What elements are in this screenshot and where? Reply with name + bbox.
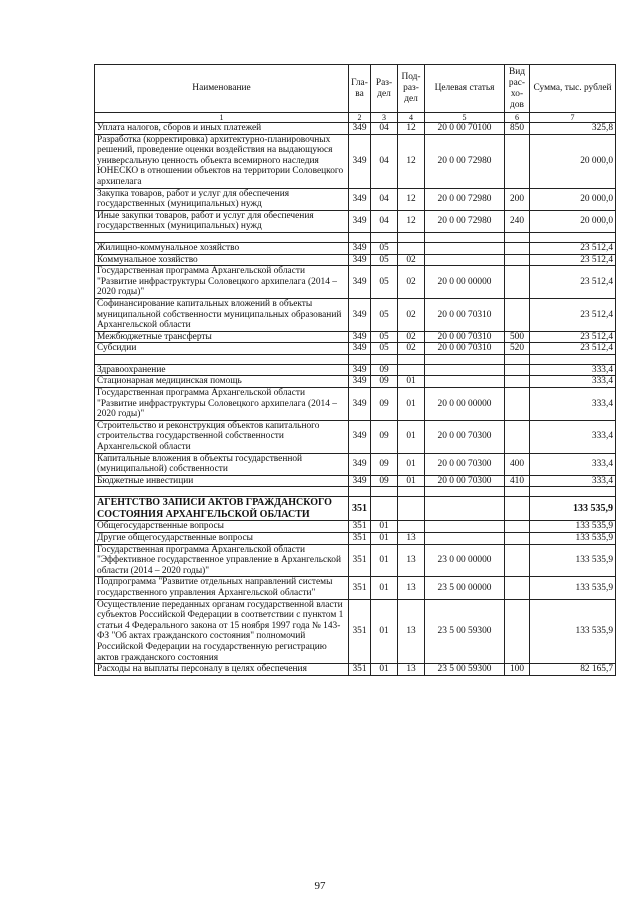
row-razdel: 05 bbox=[371, 343, 398, 355]
row-razdel: 04 bbox=[371, 134, 398, 188]
row-glava: 349 bbox=[349, 420, 371, 453]
table-row bbox=[95, 544, 616, 577]
table-row bbox=[95, 420, 616, 453]
row-razdel: 09 bbox=[371, 420, 398, 453]
row-name: Подпрограмма "Развитие отдельных направлений системы государственного управления Архангельской области" bbox=[95, 577, 349, 599]
row-podrazdel bbox=[398, 242, 425, 254]
spacer-cell bbox=[530, 354, 616, 364]
spacer-cell bbox=[425, 232, 505, 242]
row-vid bbox=[505, 266, 530, 299]
row-glava: 351 bbox=[349, 544, 371, 577]
row-razdel bbox=[371, 497, 398, 521]
row-glava: 349 bbox=[349, 188, 371, 210]
row-razdel: 05 bbox=[371, 254, 398, 266]
row-name: Расходы на выплаты персоналу в целях обеспечения bbox=[95, 664, 349, 676]
row-summa: 333,4 bbox=[530, 475, 616, 487]
table-row bbox=[95, 343, 616, 355]
row-podrazdel: 02 bbox=[398, 266, 425, 299]
row-razdel: 04 bbox=[371, 210, 398, 232]
budget-table-sheet bbox=[94, 64, 615, 676]
row-glava: 349 bbox=[349, 134, 371, 188]
row-name: Бюджетные инвестиции bbox=[95, 475, 349, 487]
row-razdel: 01 bbox=[371, 664, 398, 676]
row-razdel: 05 bbox=[371, 298, 398, 331]
row-podrazdel: 02 bbox=[398, 254, 425, 266]
row-statya: 23 0 00 00000 bbox=[425, 544, 505, 577]
row-podrazdel: 12 bbox=[398, 123, 425, 135]
table-row bbox=[95, 577, 616, 599]
row-glava: 349 bbox=[349, 254, 371, 266]
row-podrazdel: 01 bbox=[398, 453, 425, 475]
row-statya bbox=[425, 376, 505, 388]
row-name: Здравоохранение bbox=[95, 364, 349, 376]
row-vid bbox=[505, 533, 530, 545]
table-row bbox=[95, 210, 616, 232]
spacer-cell bbox=[425, 487, 505, 497]
row-razdel: 09 bbox=[371, 388, 398, 421]
row-razdel: 01 bbox=[371, 599, 398, 664]
row-summa: 133 535,9 bbox=[530, 521, 616, 533]
row-podrazdel: 12 bbox=[398, 134, 425, 188]
row-statya bbox=[425, 364, 505, 376]
row-name: Софинансирование капитальных вложений в объекты муниципальной собственности муниципальных образований Архангельской области bbox=[95, 298, 349, 331]
table-row bbox=[95, 242, 616, 254]
row-name: Закупка товаров, работ и услуг для обеспечения государственных (муниципальных) нужд bbox=[95, 188, 349, 210]
row-glava: 351 bbox=[349, 497, 371, 521]
row-glava: 351 bbox=[349, 577, 371, 599]
row-summa: 23 512,4 bbox=[530, 266, 616, 299]
spacer-cell bbox=[95, 232, 349, 242]
spacer-cell bbox=[505, 487, 530, 497]
row-statya: 20 0 00 70100 bbox=[425, 123, 505, 135]
row-vid bbox=[505, 376, 530, 388]
table-row bbox=[95, 298, 616, 331]
row-summa: 333,4 bbox=[530, 453, 616, 475]
row-podrazdel: 13 bbox=[398, 664, 425, 676]
row-name: Капитальные вложения в объекты государственной (муниципальной) собственности bbox=[95, 453, 349, 475]
row-vid: 410 bbox=[505, 475, 530, 487]
page-number: 97 bbox=[314, 880, 326, 892]
table-row bbox=[95, 497, 616, 521]
row-vid bbox=[505, 497, 530, 521]
row-name: Строительство и реконструкция объектов капитального строительства государственной собственности Архангельской области bbox=[95, 420, 349, 453]
row-name: Другие общегосударственные вопросы bbox=[95, 533, 349, 545]
row-razdel: 01 bbox=[371, 577, 398, 599]
row-summa: 20 000,0 bbox=[530, 134, 616, 188]
table-header-row bbox=[95, 65, 616, 113]
row-name: Коммунальное хозяйство bbox=[95, 254, 349, 266]
spacer-cell bbox=[398, 487, 425, 497]
row-vid bbox=[505, 298, 530, 331]
row-statya: 20 0 00 72980 bbox=[425, 210, 505, 232]
column-number-row bbox=[95, 113, 616, 123]
row-glava: 349 bbox=[349, 343, 371, 355]
row-podrazdel: 13 bbox=[398, 544, 425, 577]
row-podrazdel: 02 bbox=[398, 343, 425, 355]
row-vid: 520 bbox=[505, 343, 530, 355]
row-podrazdel bbox=[398, 364, 425, 376]
spacer-cell bbox=[95, 487, 349, 497]
row-statya bbox=[425, 497, 505, 521]
row-glava: 349 bbox=[349, 364, 371, 376]
row-glava: 349 bbox=[349, 298, 371, 331]
header-name: Наименование bbox=[95, 65, 349, 113]
row-statya: 20 0 00 72980 bbox=[425, 134, 505, 188]
row-glava: 349 bbox=[349, 242, 371, 254]
row-statya: 23 5 00 00000 bbox=[425, 577, 505, 599]
row-vid: 500 bbox=[505, 331, 530, 343]
row-name: Субсидии bbox=[95, 343, 349, 355]
row-statya: 20 0 00 00000 bbox=[425, 266, 505, 299]
row-statya: 23 5 00 59300 bbox=[425, 664, 505, 676]
row-podrazdel: 01 bbox=[398, 475, 425, 487]
row-razdel: 04 bbox=[371, 123, 398, 135]
spacer-cell bbox=[505, 354, 530, 364]
spacer-cell bbox=[371, 232, 398, 242]
spacer-cell bbox=[505, 232, 530, 242]
row-glava: 351 bbox=[349, 533, 371, 545]
row-podrazdel bbox=[398, 521, 425, 533]
spacer-cell bbox=[398, 232, 425, 242]
row-summa: 23 512,4 bbox=[530, 298, 616, 331]
header-statya: Целевая статья bbox=[425, 65, 505, 113]
row-summa: 133 535,9 bbox=[530, 533, 616, 545]
spacer-cell bbox=[530, 487, 616, 497]
row-summa: 23 512,4 bbox=[530, 254, 616, 266]
row-summa: 82 165,7 bbox=[530, 664, 616, 676]
row-vid: 240 bbox=[505, 210, 530, 232]
row-glava: 351 bbox=[349, 599, 371, 664]
row-name: Иные закупки товаров, работ и услуг для обеспечения государственных (муниципальных) нужд bbox=[95, 210, 349, 232]
row-razdel: 09 bbox=[371, 364, 398, 376]
header-razdel: Раз-дел bbox=[371, 65, 398, 113]
row-summa: 23 512,4 bbox=[530, 331, 616, 343]
column-number: 6 bbox=[505, 113, 530, 123]
row-podrazdel: 13 bbox=[398, 577, 425, 599]
table-row bbox=[95, 475, 616, 487]
header-glava: Гла-ва bbox=[349, 65, 371, 113]
table-row bbox=[95, 453, 616, 475]
table-row bbox=[95, 188, 616, 210]
spacer-cell bbox=[349, 354, 371, 364]
table-row bbox=[95, 331, 616, 343]
row-glava: 349 bbox=[349, 331, 371, 343]
table-row bbox=[95, 388, 616, 421]
row-vid bbox=[505, 544, 530, 577]
row-summa: 133 535,9 bbox=[530, 544, 616, 577]
row-glava: 351 bbox=[349, 664, 371, 676]
row-razdel: 09 bbox=[371, 475, 398, 487]
row-name: АГЕНТСТВО ЗАПИСИ АКТОВ ГРАЖДАНСКОГО СОСТОЯНИЯ АРХАНГЕЛЬСКОЙ ОБЛАСТИ bbox=[95, 497, 349, 521]
row-name: Государственная программа Архангельской области "Развитие инфраструктуры Соловецкого архипелага (2014 – 2020 годы)" bbox=[95, 266, 349, 299]
spacer-cell bbox=[398, 354, 425, 364]
row-razdel: 05 bbox=[371, 266, 398, 299]
row-statya: 20 0 00 72980 bbox=[425, 188, 505, 210]
row-vid: 400 bbox=[505, 453, 530, 475]
row-glava: 349 bbox=[349, 266, 371, 299]
row-name: Стационарная медицинская помощь bbox=[95, 376, 349, 388]
row-vid bbox=[505, 364, 530, 376]
row-glava: 349 bbox=[349, 475, 371, 487]
table-spacer-row bbox=[95, 354, 616, 364]
spacer-cell bbox=[530, 232, 616, 242]
row-summa: 133 535,9 bbox=[530, 599, 616, 664]
column-number: 3 bbox=[371, 113, 398, 123]
row-vid bbox=[505, 577, 530, 599]
row-razdel: 04 bbox=[371, 188, 398, 210]
row-summa: 20 000,0 bbox=[530, 188, 616, 210]
row-vid bbox=[505, 134, 530, 188]
row-vid: 850 bbox=[505, 123, 530, 135]
row-glava: 349 bbox=[349, 376, 371, 388]
row-vid: 200 bbox=[505, 188, 530, 210]
row-razdel: 01 bbox=[371, 521, 398, 533]
row-statya: 20 0 00 70310 bbox=[425, 331, 505, 343]
row-vid bbox=[505, 420, 530, 453]
row-statya bbox=[425, 254, 505, 266]
row-vid: 100 bbox=[505, 664, 530, 676]
spacer-cell bbox=[95, 354, 349, 364]
row-summa: 133 535,9 bbox=[530, 577, 616, 599]
table-row bbox=[95, 376, 616, 388]
row-name: Разработка (корректировка) архитектурно-планировочных решений, проведение оценки воздействия на выдающуюся универсальную ценность объекта всемирного наследия ЮНЕСКО в отношении объектов на территории Соловецкого архипелага bbox=[95, 134, 349, 188]
row-razdel: 05 bbox=[371, 331, 398, 343]
row-summa: 20 000,0 bbox=[530, 210, 616, 232]
row-razdel: 09 bbox=[371, 453, 398, 475]
table-row bbox=[95, 254, 616, 266]
row-statya: 20 0 00 70300 bbox=[425, 453, 505, 475]
row-razdel: 01 bbox=[371, 533, 398, 545]
table-row bbox=[95, 533, 616, 545]
column-number: 5 bbox=[425, 113, 505, 123]
table-body bbox=[95, 123, 616, 676]
row-podrazdel: 01 bbox=[398, 376, 425, 388]
row-summa: 23 512,4 bbox=[530, 343, 616, 355]
row-statya: 20 0 00 70300 bbox=[425, 475, 505, 487]
table-row bbox=[95, 599, 616, 664]
row-vid bbox=[505, 254, 530, 266]
row-razdel: 05 bbox=[371, 242, 398, 254]
row-podrazdel: 12 bbox=[398, 210, 425, 232]
column-number: 2 bbox=[349, 113, 371, 123]
spacer-cell bbox=[425, 354, 505, 364]
row-glava: 349 bbox=[349, 388, 371, 421]
row-summa: 333,4 bbox=[530, 388, 616, 421]
table-row bbox=[95, 266, 616, 299]
row-statya: 20 0 00 70310 bbox=[425, 343, 505, 355]
row-vid bbox=[505, 599, 530, 664]
header-summa: Сумма, тыс. рублей bbox=[530, 65, 616, 113]
row-name: Государственная программа Архангельской области "Эффективное государственное управление в Архангельской области (2014 – 2020 годы)" bbox=[95, 544, 349, 577]
table-row bbox=[95, 134, 616, 188]
row-statya bbox=[425, 242, 505, 254]
row-summa: 333,4 bbox=[530, 420, 616, 453]
row-name: Межбюджетные трансферты bbox=[95, 331, 349, 343]
row-podrazdel: 13 bbox=[398, 533, 425, 545]
table-row bbox=[95, 364, 616, 376]
row-statya: 20 0 00 70310 bbox=[425, 298, 505, 331]
row-podrazdel: 01 bbox=[398, 388, 425, 421]
row-glava: 351 bbox=[349, 521, 371, 533]
row-glava: 349 bbox=[349, 453, 371, 475]
table-spacer-row bbox=[95, 232, 616, 242]
table-row bbox=[95, 521, 616, 533]
row-statya: 20 0 00 00000 bbox=[425, 388, 505, 421]
row-name: Общегосударственные вопросы bbox=[95, 521, 349, 533]
spacer-cell bbox=[371, 487, 398, 497]
row-podrazdel: 02 bbox=[398, 298, 425, 331]
row-statya: 23 5 00 59300 bbox=[425, 599, 505, 664]
row-summa: 333,4 bbox=[530, 376, 616, 388]
spacer-cell bbox=[371, 354, 398, 364]
column-number: 4 bbox=[398, 113, 425, 123]
header-podrazdel: Под-раз-дел bbox=[398, 65, 425, 113]
row-vid bbox=[505, 388, 530, 421]
row-vid bbox=[505, 521, 530, 533]
budget-table bbox=[94, 64, 616, 676]
row-podrazdel: 12 bbox=[398, 188, 425, 210]
row-name: Государственная программа Архангельской области "Развитие инфраструктуры Соловецкого архипелага (2014 – 2020 годы)" bbox=[95, 388, 349, 421]
table-row bbox=[95, 123, 616, 135]
column-number: 7 bbox=[530, 113, 616, 123]
row-name: Уплата налогов, сборов и иных платежей bbox=[95, 123, 349, 135]
row-vid bbox=[505, 242, 530, 254]
header-vid: Вид рас-хо-дов bbox=[505, 65, 530, 113]
row-name: Жилищно-коммунальное хозяйство bbox=[95, 242, 349, 254]
column-number: 1 bbox=[95, 113, 349, 123]
row-razdel: 09 bbox=[371, 376, 398, 388]
row-summa: 23 512,4 bbox=[530, 242, 616, 254]
row-glava: 349 bbox=[349, 210, 371, 232]
row-statya bbox=[425, 533, 505, 545]
row-razdel: 01 bbox=[371, 544, 398, 577]
table-spacer-row bbox=[95, 487, 616, 497]
table-row bbox=[95, 664, 616, 676]
row-name: Осуществление переданных органам государственной власти субъектов Российской Федерации в соответствии с пунктом 1 статьи 4 Федерального закона от 15 ноября 1997 года № 143-ФЗ "Об актах гражданского состояния" полномочий Российской Федерации на государственную регистрацию актов гражданского состояния bbox=[95, 599, 349, 664]
row-podrazdel: 13 bbox=[398, 599, 425, 664]
row-podrazdel bbox=[398, 497, 425, 521]
row-podrazdel: 01 bbox=[398, 420, 425, 453]
spacer-cell bbox=[349, 232, 371, 242]
row-summa: 133 535,9 bbox=[530, 497, 616, 521]
row-summa: 325,8 bbox=[530, 123, 616, 135]
row-summa: 333,4 bbox=[530, 364, 616, 376]
spacer-cell bbox=[349, 487, 371, 497]
row-podrazdel: 02 bbox=[398, 331, 425, 343]
row-statya bbox=[425, 521, 505, 533]
row-statya: 20 0 00 70300 bbox=[425, 420, 505, 453]
row-glava: 349 bbox=[349, 123, 371, 135]
